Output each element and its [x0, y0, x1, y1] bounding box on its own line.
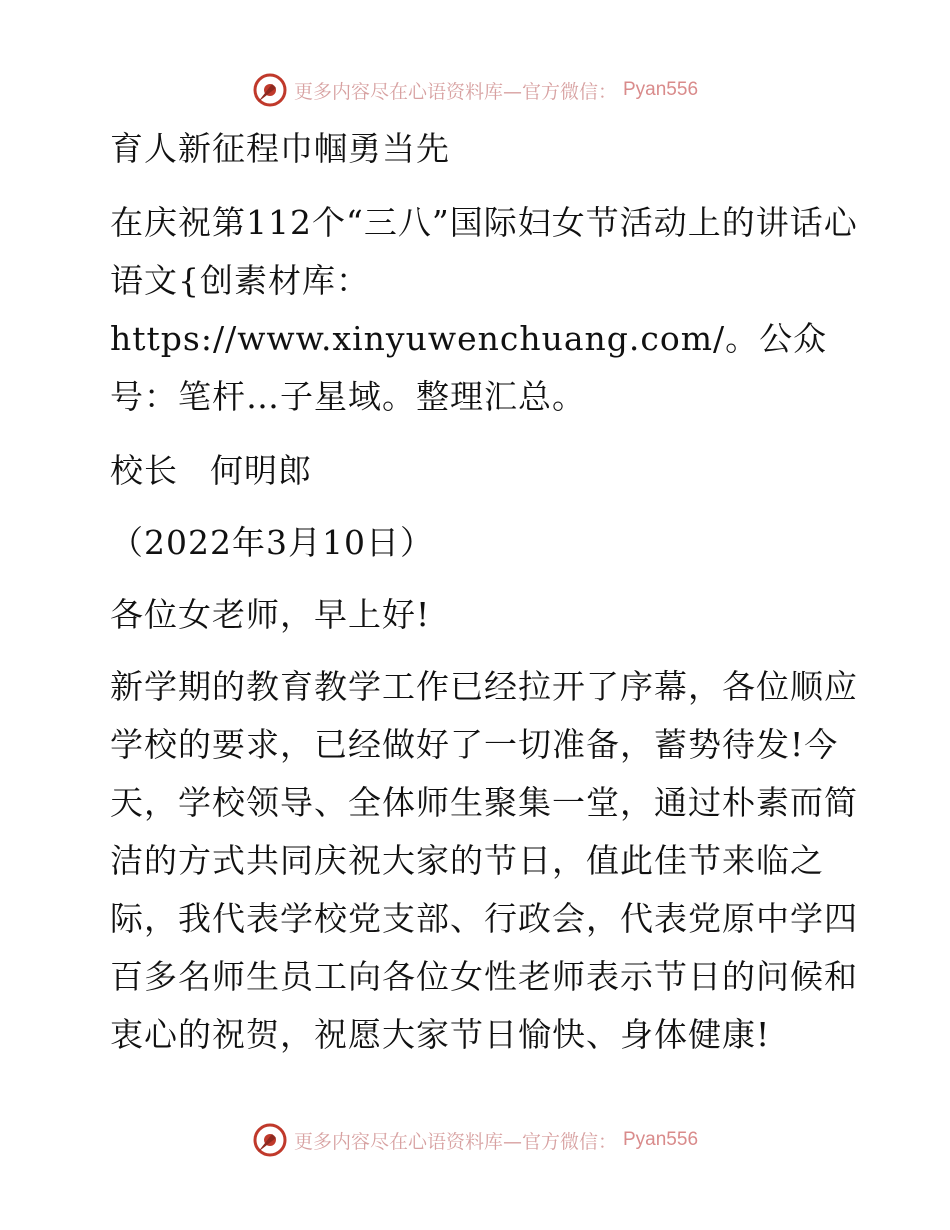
speaker-name: 何明郎	[210, 451, 312, 490]
header-watermark	[0, 68, 950, 112]
watermark-id: Pyan556	[623, 79, 699, 100]
document-title: 育人新征程巾帼勇当先	[110, 129, 450, 168]
footer-watermark	[0, 1118, 950, 1162]
greeting: 各位女老师，早上好!	[110, 595, 431, 634]
pen-logo-icon	[252, 72, 288, 108]
pen-logo-icon	[252, 1122, 288, 1158]
watermark-text: 更多内容尽在心语资料库—官方微信：	[293, 1130, 617, 1153]
body-paragraph: 新学期的教育教学工作已经拉开了序幕，各位顺应学校的要求，已经做好了一切准备，蓄势待发!今天，学校领导、全体师生聚集一堂，通过朴素而简洁的方式共同庆祝大家的节日，值此佳节来临之际，我代表学校党支部、行政会，代表党原中学四百多名师生员工向各位女性老师表示节日的问候和衷心的祝贺，祝愿大家节日愉快、身体健康!	[110, 667, 858, 1054]
document-body	[98, 120, 858, 1064]
speech-date: （2022年3月10日）	[110, 523, 434, 562]
watermark-id: Pyan556	[623, 1129, 699, 1150]
watermark-text: 更多内容尽在心语资料库—官方微信：	[293, 80, 617, 103]
speaker-line	[98, 442, 858, 500]
document-subtitle: 在庆祝第112个“三八”国际妇女节活动上的讲话心语文{创素材库：https://www.xinyuwenchuang.com/。公众号：笔杆…子星域。整理汇总。	[110, 203, 858, 416]
speaker-role: 校长	[110, 451, 178, 490]
